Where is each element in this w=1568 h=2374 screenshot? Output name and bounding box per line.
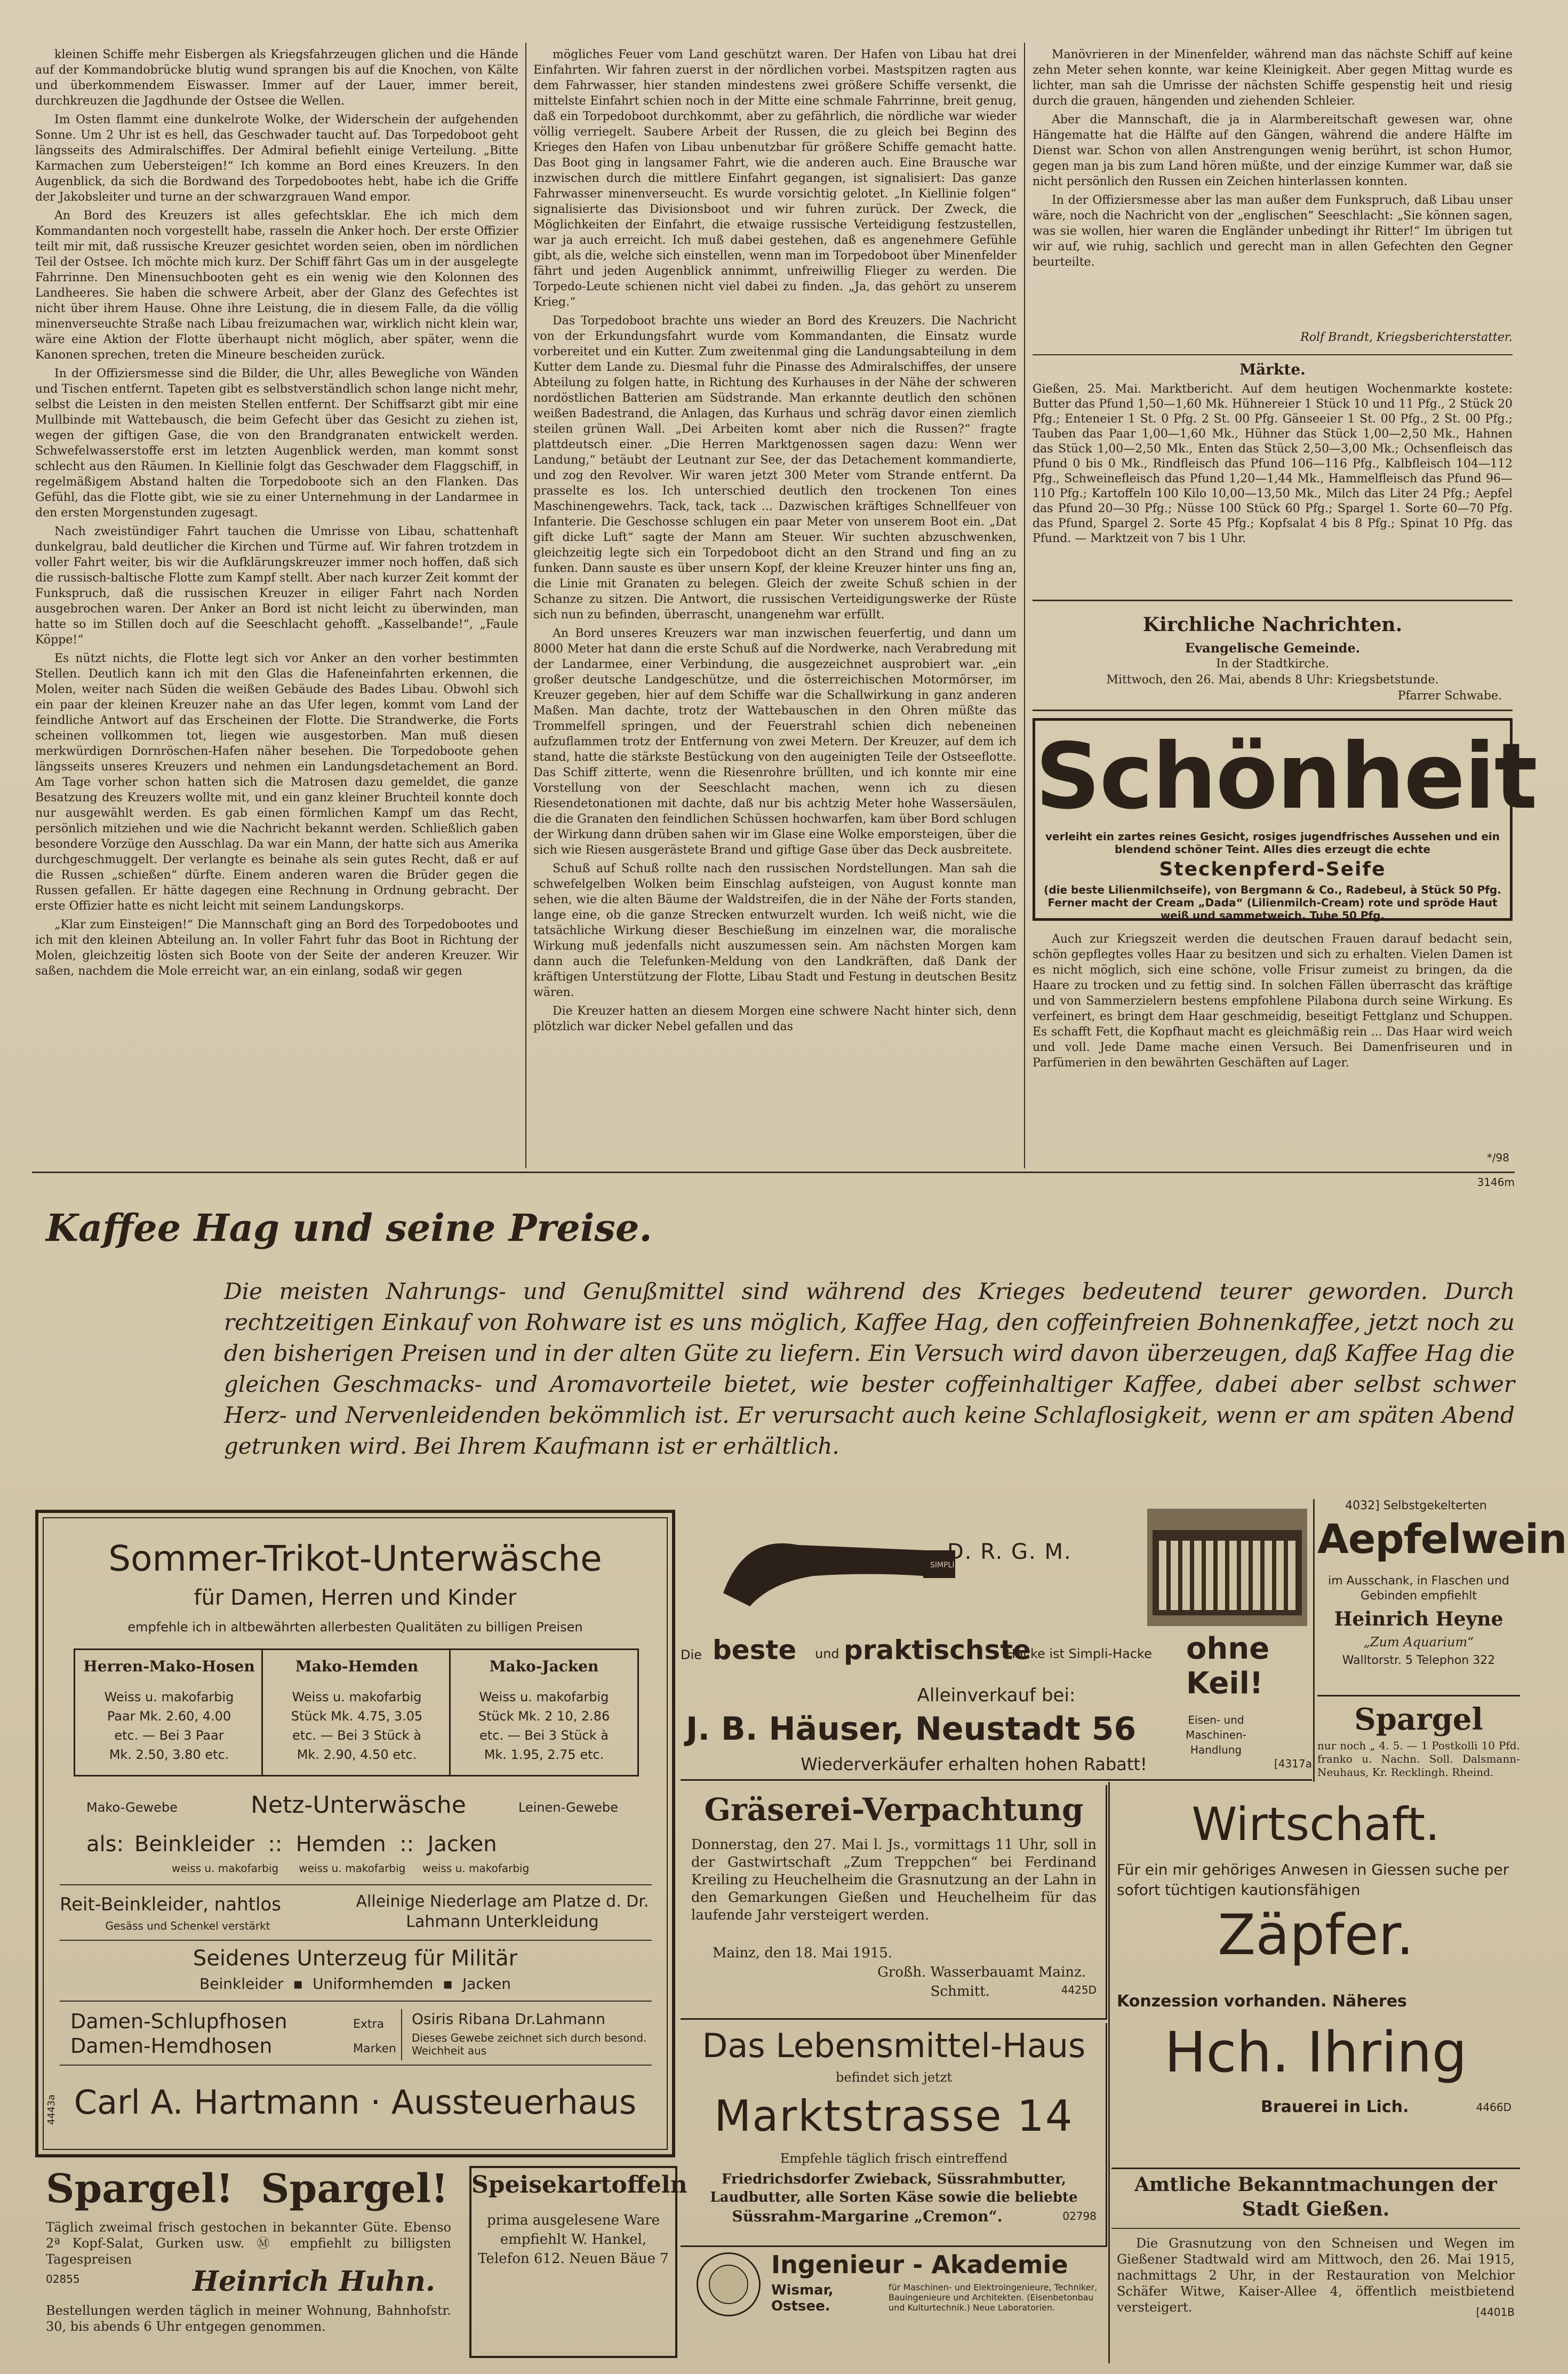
article-paragraph: kleinen Schiffe mehr Eisbergen als Kriegsfahrzeugen glichen und die Hände auf der Kommandobrücke blutig wund sprangen bis auf die Knochen, von Kälte und überkommendem Eiswasser. Immer auf der Lauer, immer bereit, durchkreuzen die Jagdhunde der Ostsee die Wellen. <box>35 48 518 108</box>
page-divider <box>32 1172 1515 1173</box>
article-column-1 <box>35 47 518 1167</box>
speisekartoffeln-text: prima ausgelesene Ware empfiehlt W. Hankel, Telefon 612. Neuen Bäue 7 <box>478 2212 669 2267</box>
damen-item: Damen-Schlupfhosen <box>70 2010 287 2033</box>
trikot-price-box <box>451 1650 637 1775</box>
hoe-icon <box>713 1513 963 1620</box>
akademie-seal-inner <box>709 2265 748 2304</box>
trikot-price-line: Mk. 2.50, 3.80 etc. <box>109 1747 229 1762</box>
ad-code: 02798 <box>1062 2210 1097 2222</box>
ad-divider <box>60 1884 652 1885</box>
kaffee-hag-title: Kaffee Hag und seine Preise. <box>46 1206 652 1250</box>
article-paragraph: Aber die Mannschaft, die ja in Alarmbereitschaft gewesen war, ohne Hängematte hat die Hälfte auf den Gängen, während die andere Hälfte im Dienst war. Schon von allen Anstrengungen wenig berührt, ist schon Humor, gegen man ja bis zum Land hören müßte, und der einzige Kummer war, daß sie nicht persönlich den Russen ein Zeichen hinterlassen konnten. <box>1033 113 1513 188</box>
seiden-title: Seidenes Unterzeug für Militär <box>193 1946 518 1971</box>
trikot-price-body <box>263 1687 451 1764</box>
column-divider <box>1024 43 1025 1168</box>
simpli-hacke: Hacke ist Simpli-Hacke <box>1006 1646 1152 1661</box>
simpli-die: Die <box>681 1647 702 1662</box>
speisekartoffeln-title: Speisekartoffeln <box>471 2171 687 2198</box>
trikot-price-line: Weiss u. makofarbig <box>479 1690 609 1704</box>
lebensmittel-addr: Marktstrasse 14 <box>714 2091 1074 2141</box>
netz-sub: weiss u. makofarbig weiss u. makofarbig weiss u. makofarbig <box>172 1862 530 1875</box>
article-column-3 <box>1033 47 1513 346</box>
author-signature: Rolf Brandt, Kriegsberichterstatter. <box>1300 331 1513 344</box>
lebensmittel-marg: Süssrahm-Margarine „Cremon“. <box>732 2208 1003 2225</box>
kaffee-hag-text: Die meisten Nahrungs- und Genußmittel sind während des Krieges bedeutend teurer geworden. Durch rechtzeitigen Einkauf von Rohware ist es uns möglich, Kaffee Hag, den coffeinfreien Bohnenkaffee, jetzt noch zu den bisherigen Preisen und in der alten Güte zu liefern. Ein Versuch wird davon überzeugen, daß Kaffee Hag die gleichen Geschmacks- und Aromavorteile bietet, wie bester coffeinhaltiger Kaffee, dabei aber selbst schwer Herz- und Nervenleidenden bekömmlich ist. Er verursacht auch keine Schlaflosigkeit, wenn er am späten Abend getrunken wird. Bei Ihrem Kaufmann ist er erhältlich. <box>224 1278 1515 1459</box>
maerkte-heading: Märkte. <box>1239 361 1306 378</box>
simpli-allein: Alleinverkauf bei: <box>917 1685 1076 1706</box>
ad-photo <box>1147 1509 1307 1626</box>
trikot-price-line: Weiss u. makofarbig <box>104 1690 234 1704</box>
section-divider <box>1111 2228 1520 2229</box>
netz-als: als: <box>86 1832 124 1857</box>
trikot-price-line: Weiss u. makofarbig <box>292 1690 422 1704</box>
trikot-price-body <box>75 1687 263 1764</box>
spargel-small-ad <box>1317 1702 1520 1782</box>
netz-title: Netz-Unterwäsche <box>251 1791 466 1819</box>
trikot-price-body <box>451 1687 637 1764</box>
trikot-price-head: Mako-Jacken <box>489 1658 599 1675</box>
trikot-price-line: Mk. 2.90, 4.50 etc. <box>297 1747 417 1762</box>
trikot-price-box <box>75 1650 263 1775</box>
reit-title: Reit-Beinkleider, nahtlos <box>60 1894 281 1915</box>
ad-code: 4425D <box>1061 1983 1097 1996</box>
schoenheit-ad <box>1033 718 1537 922</box>
amtliche-heading: Amtliche Bekanntmachungen der Stadt Gießen. <box>1134 2173 1497 2220</box>
trikot-price-line: etc. — Bei 3 Stück à <box>479 1728 609 1743</box>
article-paragraph: In der Offiziersmesse sind die Bilder, die Uhr, alles Bewegliche von Wänden und Tischen entfernt. Tapeten gibt es selbstverständlich schon lange nicht mehr, selbst die Leisten in den meisten Stellen entfernt. Der Schiffsarzt gibt mir eine Mullbinde mit Wattebausch, die beim Gefecht über das Gesicht zu ziehen ist, wegen der giftigen Gase, die von den Brandgranaten entwickelt werden. Schwefelwasserstoffe erst im letzten Augenblick werden, man kommt sonst schlecht aus den Räumen. In Kiellinie folgt das Geschwader dem Flaggschiff, in regelmäßigem Abstand halten die Torpedoboote sich an den Flanken. Das Gefühl, das die Flotte gibt, wie sie zu einer Unternehmung in der Landarmee in den ersten Morgenstunden zugesagt. <box>35 367 518 520</box>
lebensmittel-items: Friedrichsdorfer Zwieback, Süssrahmbutter, Laudbutter, alle Sorten Käse sowie die beliebte <box>710 2171 1078 2205</box>
aepfelwein-title: Aepfelwein <box>1317 1515 1567 1563</box>
graeserei-text: Donnerstag, den 27. Mai l. Js., vormittags 11 Uhr, soll in der Gastwirtschaft „Zum Treppchen“ bei Ferdinand Kreiling zu Heuchelheim die Grasnutzung an der Lahn in den Gemarkungen Gießen und Heuchelheim für das laufende Jahr versteigert werden. <box>691 1837 1097 1923</box>
trikot-price-grid <box>74 1648 639 1776</box>
kirchliche-line: In der Stadtkirche. <box>1216 657 1329 671</box>
kirchliche-line: Pfarrer Schwabe. <box>1397 689 1502 703</box>
kirchliche-line: Evangelische Gemeinde. <box>1185 640 1361 656</box>
wirtschaft-name: Hch. Ihring <box>1164 2020 1467 2085</box>
trikot-price-head: Herren-Mako-Hosen <box>83 1658 255 1675</box>
graeserei-date: Mainz, den 18. Mai 1915. <box>713 1945 893 1961</box>
simpli-brand: SIMPLI <box>930 1561 955 1570</box>
article-paragraph: Nach zweistündiger Fahrt tauchen die Umrisse von Libau, schattenhaft dunkelgrau, bald deutlicher die Kirchen und Türme auf. Wir fahren trotzdem in voller Fahrt weiter, bis wir die Aufklärungskreuzer immer noch hoffen, daß sich die russisch-baltische Flotte zum Kampf stellt. Aber nach kurzer Zeit kommt der Funkspruch, daß die russischen Kreuzer in eiliger Fahrt nach Norden ausgebrochen waren. Der Anker an Bord ist nicht leicht zu überwinden, man hatte so im Stillen doch auf die Seeschlacht gehofft. „Kasselbande!“, „Faule Köppe!“ <box>35 525 518 647</box>
trikot-price-line: Mk. 1.95, 2.75 etc. <box>484 1747 604 1762</box>
damen-list <box>70 2009 337 2058</box>
schoenheit-sub: verleiht ein zartes reines Gesicht, rosiges jugendfrisches Aussehen und ein blendend schöner Teint. Alles dies erzeugt die echte <box>1045 830 1500 856</box>
article-column-2 <box>533 47 1017 1167</box>
spargel-small-text: nur noch „ 4. 5. — 1 Postkolli 10 Pfd. franko u. Nachn. Soll. Dalsmann-Neuhaus, Kr. Recklingh. Rheind. <box>1317 1739 1520 1779</box>
trikot-price-line: Paar Mk. 2.60, 4.00 <box>107 1709 231 1724</box>
ad-divider <box>401 2009 402 2060</box>
article-paragraph: Das Torpedoboot brachte uns wieder an Bord des Kreuzers. Die Nachricht von der Erkundungsfahrt wurde vom Kommandanten, die Einsatz wurde vorbereitet und ein Kutter. Zum zweitenmal ging die Landungsabteilung in dem Kutter dem Lande zu. Diesmal fuhr die Pinasse des Admiralschiffes, der unsere Abteilung zu folgen hatte, in Richtung des Kurhauses in der Nähe der schweren nordöstlichen Batterien am Südstrande. Man erkannte deutlich den schönen weißen Badestrand, die Anlagen, das Kurhaus und schräg davor einen ziemlich steilen grünen Wall. „Dei Arbeiten komt aber nich die Russen?“ fragte plattdeutsch einer. „Die Herren Marktgenossen sagen dazu: Wenn wer Landung,“ betäubt der Leutnant zur See, der das Detachement kommandierte, und zog den Revolver. Wir waren jetzt 300 Meter vom Strande entfernt. Da prasselte es los. Ich unterschied deutlich den trockenen Ton eines Maschinengewehrs. Tack, tack, tack ... Dazwischen kräftiges Schnellfeuer von Infanterie. Die Geschosse schlugen ein paar Meter von unserem Boot ein. „Dat gift dicke Luft“ sagte der Mann am Steuer. Wir suchten abzuschwenken, gleichzeitig legte sich ein Torpedoboot dicht an den Strand und fing an zu funken. Dann sauste es über unsern Kopf, der kleine Kreuzer hinter uns fing an, die Linie mit Granaten zu belegen. Gleich der zweite Schuß schien in der Schanze zu sitzen. Die Antwort, die russischen Verteidigungswerke der Rüste sich nun zu befinden, überrascht, unangenehm war erfüllt. <box>533 314 1017 622</box>
osiris-sub: Dieses Gewebe zeichnet sich durch besond. Weichheit aus <box>412 2032 647 2057</box>
spargel-ad <box>35 2166 462 2358</box>
column-divider <box>525 43 526 1168</box>
simpli-praktischste: praktischste <box>844 1635 1031 1666</box>
ad-divider <box>60 1940 652 1941</box>
lebensmittel-title: Das Lebensmittel-Haus <box>702 2026 1086 2065</box>
graeserei-title: Gräserei-Verpachtung <box>704 1791 1084 1828</box>
schoenheit-title: Schönheit <box>1035 724 1537 830</box>
wirtschaft-ad <box>1111 1785 1520 2169</box>
spargel-foot: Bestellungen werden täglich in meiner Wohnung, Bahnhofstr. 30, bis abends 6 Uhr entgegen genommen. <box>46 2303 451 2334</box>
akademie-sub: für Maschinen- und Elektroingenieure, Techniker, Bauingenieure und Architekten. (Eisenbetonbau und Kulturtechnik.) Neue Laboratorien. <box>889 2282 1098 2313</box>
seiden-items: Beinkleider ▪ Uniformhemden ▪ Jacken <box>199 1975 511 1993</box>
graeserei-office: Großh. Wasserbauamt Mainz. <box>877 1964 1086 1980</box>
ad-code: 4466D <box>1476 2101 1511 2114</box>
article-paragraph: mögliches Feuer vom Land geschützt waren. Der Hafen von Libau hat drei Einfahrten. Wir fahren zuerst in der nördlichen vorbei. Mastspitzen ragten aus dem Fahrwasser, hier standen mindestens zwei größere Schiffe versenkt, die mittelste Einfahrt schien noch in der Mitte eine schmale Fahrrinne, breit genug, daß ein Torpedoboot durchkommt, aber zu gefährlich, die nördliche war wieder völlig verriegelt. Saubere Arbeit der Russen, die zu gleich bei Beginn des Krieges den Hafen von Libau unbenutzbar für größere Schiffe gemacht hatte. Das Boot ging in langsamer Fahrt, wie die anderen auch. Eine Brausche war inzwischen durch die mittlere Einfahrt gegangen, ist signalisiert: Das ganze Fahrwasser minenverseucht. Es wurde vorsichtig gelotet. „In Kiellinie folgen“ signalisierte das Divisionsboot und wir fuhren zurück. Der Zweck, die Möglichkeiten der Einfahrt, die etwaige russische Verteidigung festzustellen, war ja auch erreicht. Ich muß dabei gestehen, daß es angenehmere Gefühle gibt, als die, welche sich einstellen, wenn man im Torpedoboot über Minenfelder fährt und jeden Augenblick annimmt, unfreiwillig Flieger zu werden. Die Torpedo-Leute schienen nicht viel dabei zu finden. „Ja, das gehört zu unserem Krieg.“ <box>533 48 1017 309</box>
netz-left: Mako-Gewebe <box>86 1800 178 1815</box>
ad-code: [4317a <box>1274 1757 1312 1770</box>
hoe-photo-icon <box>1147 1509 1307 1626</box>
ad-code: 02855 <box>46 2273 80 2285</box>
article-paragraph: „Klar zum Einsteigen!“ Die Mannschaft ging an Bord des Torpedobootes und ich mit den kleinen Abteilung an. In voller Fahrt fuhr das Boot in Richtung der Molen, gleichzeitig lösten sich Boote von der Seite der anderen Kreuzer. Wir saßen, nachdem die Mole erreicht war, an ein einlang, sodaß wir gegen <box>35 918 518 978</box>
ad-code: */98 <box>1486 1151 1509 1164</box>
spargel-small-title: Spargel <box>1354 1702 1483 1737</box>
trikot-price-line: etc. — Bei 3 Paar <box>114 1728 224 1743</box>
schoenheit-sub: (die beste Lilienmilchseife), von Bergmann & Co., Radebeul, à Stück 50 Pfg. Ferner macht der Cream „Dada“ (Lilienmilch-Cream) rote und spröde Haut weiß und sammetweich. Tube 50 Pfg. <box>1044 883 1501 922</box>
wirtschaft-text: Für ein mir gehöriges Anwesen in Giessen suche per sofort tüchtigen kautionsfähigen <box>1117 1861 1509 1899</box>
simpli-wieder: Wiederverkäufer erhalten hohen Rabatt! <box>801 1754 1147 1774</box>
trikot-subtitle: für Damen, Herren und Kinder <box>194 1586 517 1610</box>
aepfelwein-addr: Walltorstr. 5 Telephon 322 <box>1342 1654 1495 1667</box>
ad-divider <box>60 2001 652 2002</box>
spargel-title: Spargel! Spargel! <box>46 2166 449 2212</box>
article-paragraph: An Bord des Kreuzers ist alles gefechtsklar. Ehe ich mich dem Kommandanten noch vorgestellt habe, rasseln die Anker hoch. Der erste Offizier teilt mir mit, daß russische Kreuzer gesichtet worden seien, oben im nördlichen Teil der Ostsee. Ich möchte mich kurz. Der Schiff fährt Gas um in der ausgelegte Fahrrinne. Den Minensuchbooten geht es ein wenig wie den Kolonnen des Landheeres. Sie haben die schwere Arbeit, aber der Glanz des Gefechtes ist nicht über ihrem Hause. Ohne ihre Leistung, die in diesem Falle, da die völlig minenverseuchte Straße nach Libau freizumachen war, wirklich nicht klein war, wäre eine Aktion der Flotte überhaupt nicht möglich, aber später, wenn die Kanonen sprechen, treten die Mineure bescheiden zurück. <box>35 209 518 362</box>
akademie-ad <box>681 2250 1107 2357</box>
reit-sub: Gesäss und Schenkel verstärkt <box>105 1919 270 1932</box>
amtliche-text: Die Grasnutzung von den Schneisen und Wegen im Gießener Stadtwald wird am Mittwoch, den 26. Mai 1915, nachmittags 2 Uhr, in der Restauration von Melchior Schäfer Witwe, Kaiser-Allee 4, öffentlich meistbietend versteigert. <box>1117 2236 1515 2315</box>
akademie-place: Wismar, Ostsee. <box>771 2282 834 2314</box>
marken-line: Marken <box>353 2042 396 2056</box>
damen-item: Damen-Hemdhosen <box>70 2034 273 2058</box>
kirchliche-heading: Kirchliche Nachrichten. <box>1142 614 1403 636</box>
maerkte-text: Gießen, 25. Mai. Marktbericht. Auf dem heutigen Wochenmarkte kostete: Butter das Pfund 1,50—1,60 Mk. Hühnereier 1 Stück 10 und 11 Pfg., 2 Stück 20 Pfg.; Enteneier 1 St. 0 Pfg. 2 St. 00 Pfg. Gänseeier 1 St. 00 Pfg., 2 St. 00 Pfg.; Tauben das Paar 1,00—1,60 Mk., Hühner das Stück 1,00—2,50 Mk., Hahnen das Stück 1,00—2,50 Mk., Enten das Stück 2,50—3,00 Mk.; Ochsenfleisch das Pfund 0 bis 0 Mk., Rindfleisch das Pfund 106—116 Pfg., Kalbfleisch 104—112 Pfg., Schweinefleisch das Pfund 1,20—1,44 Mk., Hammelfleisch das Pfund 96—110 Pfg.; Kartoffeln 100 Kilo 10,00—13,50 Mk., Milch das Liter 24 Pfg.; Aepfel das Pfund 20—30 Pfg.; Nüsse 100 Stück 60 Pfg.; Spargel 1. Sorte 60—70 Pfg. das Pfund, Spargel 2. Sorte 45 Pfg.; Kopfsalat 4 bis 8 Pfg.; Spinat 10 Pfg. das Pfund. — Marktzeit von 7 bis 1 Uhr. <box>1033 383 1513 545</box>
trikot-ad <box>35 1510 675 2157</box>
article-paragraph: Auch zur Kriegszeit werden die deutschen Frauen darauf bedacht sein, schön gepflegtes volles Haar zu besitzen und sich zu erhalten. Vielen Damen ist es nicht möglich, sich eine schöne, volle Frisur zumeist zu bringen, da die Haare zu trocken und zu fettig sind. In solchen Fällen überrascht das kräftige und von Sammerzielern bestens empfohlene Pilabona durch seine Wirkung. Es verfeinert, es bringt dem Haar geschmeidig, beseitigt Fettglanz und Schuppen. Es schafft Fett, die Kopfhaut macht es gleichmäßig rein ... Das Haar wird weich und voll. Jede Dame mache einen Versuch. Bei Damenfriseuren und in Parfümerien in den bewährten Geschäften auf Lager. <box>1033 933 1513 1070</box>
wirtschaft-zaepfer: Zäpfer. <box>1218 1902 1414 1967</box>
graeserei-ad <box>681 1785 1107 2020</box>
simpli-beste: beste <box>713 1635 797 1666</box>
ad-divider <box>1313 1499 1315 1782</box>
trikot-price-line: Stück Mk. 4.75, 3.05 <box>291 1709 423 1724</box>
trikot-price-line: etc. — Bei 3 Stück à <box>292 1728 421 1743</box>
simpli-firm: J. B. Häuser, Neustadt 56 <box>686 1710 1137 1748</box>
article-paragraph: An Bord unseres Kreuzers war man inzwischen feuerfertig, und dann um 8000 Meter hat dann die erste Schuß auf die Nordwerke, nach Verabredung mit der Landarmee, einer Verbindung, die ausgezeichnet ausprobiert war. „ein großer deutsche Landgeschütze, und die österreichischen Motormörser, im Kreuzer gegeben, hier auf dem Schiffe war die Schallwirkung in ganz anderen Maßen. Man dachte, trotz der Wattebauschen in den Ohren müßte das Trommelfell springen, und der Feuerstrahl schien dich nebeneinen aufzuflammen trotz der Entfernung von zwei Metern. Der Kreuzer, auf dem ich stand, hatte die stärkste Bestückung von den augeinigten Teile der Ostseeflotte. Das Schiff zitterte, wenn die Riesenrohre brüllten, und ich konnte mir eine Vorstellung von der Seeschlacht machen, wenn ich zu diesen Riesendetonationen mit dachte, daß nur bis achtzig Meter hohe Wassersäulen, die die Granaten den feindlichen Schüssen hochwarfen, kam über Bord schlugen der Wirkung dann drüben sahen wir im Glase eine Wolke emporsteigen, über die sich wie Riesen ausgerästete Brand und giftige Gase über das Deck ausbreitete. <box>533 627 1017 857</box>
spargel-text: Täglich zweimal frisch gestochen in bekannter Güte. Ebenso 2ª Kopf-Salat, Gurken usw. Ⓜ empfiehlt zu billigsten Tagespreisen <box>46 2220 451 2267</box>
osiris-brands: Osiris Ribana Dr.Lahmann <box>412 2010 605 2028</box>
wirtschaft-brauerei: Brauerei in Lich. <box>1261 2098 1409 2116</box>
trikot-firm: Carl A. Hartmann · Aussteuerhaus <box>74 2083 637 2122</box>
wirtschaft-konz: Konzession vorhanden. Näheres <box>1117 1992 1407 2011</box>
ad-divider <box>1108 1782 1110 2363</box>
section-divider <box>1033 354 1513 355</box>
section-divider <box>1033 710 1513 711</box>
article-paragraph: Manövrieren in der Minenfelder, während man das nächste Schiff auf keine zehn Meter sehen konnte, war keine Kleinigkeit. Aber gegen Mittag wurde es lichter, man sah die Umrisse der nächsten Schiffe gespenstig heit und riesig durch die grauen, hängenden und ziehenden Schleier. <box>1033 48 1513 108</box>
article-paragraph: Die Kreuzer hatten an diesem Morgen eine schwere Nacht hinter sich, denn plötzlich war dicker Nebel gefallen und das <box>533 1005 1017 1033</box>
lebensmittel-empf: Empfehle täglich frisch eintreffend <box>780 2151 1008 2166</box>
akademie-title: Ingenieur - Akademie <box>771 2250 1068 2279</box>
schoenheit-product: Steckenpferd-Seife <box>1159 858 1386 880</box>
article-paragraph: Im Osten flammt eine dunkelrote Wolke, der Widerschein der aufgehenden Sonne. Um 2 Uhr ist es hell, das Geschwader taucht auf. Das Torpedoboot geht längsseits des Admiralschiffes. Der Admiral befiehlt einige Verteilung. „Bitte Karmachen zum Uebersteigen!“ Ich komme an Bord eines Kreuzers. In den Augenblick, da sich die Bordwand des Torpedobootes hebt, habe ich die Griffe der Jakobsleiter und turne an der schwarzgrauen Wand empor. <box>35 113 518 204</box>
trikot-title: Sommer-Trikot-Unterwäsche <box>108 1538 602 1579</box>
netz-right: Leinen-Gewebe <box>518 1800 618 1815</box>
speisekartoffeln-ad <box>469 2166 687 2358</box>
trikot-price-head: Mako-Hemden <box>295 1658 419 1675</box>
akademie-seal-icon <box>697 2252 761 2316</box>
lebensmittel-ad <box>681 2023 1107 2247</box>
article-paragraph: Es nützt nichts, die Flotte legt sich vor Anker an den vorher bestimmten Stellen. Deutlich kann ich mit den Glas die Hafeneinfahrten erkennen, die Molen, weiter nach Süden die weißen Gebäude des Bades Libau. Obwohl sich ein paar der kleinen Kreuzer nahe an das Ufer legen, kommt vom Land der feindliche Antwort auf das Erscheinen der Flotte. Die Strandwerke, die Forts scheinen vollkommen tot, liegen wie ausgestorben. Man muß diesen merkwürdigen Dornröschen-Hafen näher besehen. Die Torpedoboote gehen längsseits unseres Kreuzers und nehmen ein Landungsdetachement an Bord. Am Tage vorher schon hatten sich die Matrosen dazu gemeldet, die ganze Besatzung des Kreuzers wollte mit, und ein ganz kleiner Bruchteil konnte doch nur ausgewählt werden. Es gab einen förmlichen Kampf um das Recht, persönlich mitziehen und wie die Nachricht bekannt werden. Schließlich gaben besondere Vorzüge den Ausschlag. Da war ein Mann, der hatte sich aus Amerika durchgeschmuggelt. Der verlangte es beinahe als sein gutes Recht, daß er auf die Russen „schießen“ dürfte. Einem anderen waren die Brüder gegen die Russen gefallen. Er hätte dagegen eine Rechnung in Ordnung gebracht. Der erste Offizier hatte es nicht leicht mit seinem Landungskorps. <box>35 652 518 913</box>
marken-label <box>353 2012 396 2061</box>
hair-care-text <box>1033 931 1513 1166</box>
ad-code: 4443a <box>46 2094 57 2125</box>
spargel-name: Heinrich Huhn. <box>192 2265 435 2298</box>
article-paragraph: Schuß auf Schuß rollte nach den russischen Nordstellungen. Man sah die schwefelgelben Wolken beim Einschlag aufsteigen, von August konnte man sehen, wie die alten Bäume der Waldstreifen, die in der Nähe der Forts standen, lange eine, ob die ganze Strecken entwurzelt wurden. Ich weiß nicht, wie die tatsächliche Wirkung dieser Beschießung im einzelnen war, die moralische Wirkung muß jedenfalls nicht auszumessen sein. Am nächsten Morgen kam dann auch die Telefunken-Meldung von den Landkräften, daß Dank der kräftigen Unterstützung der Flotte, Libau Stadt und Festung in deutschen Besitz wären. <box>533 862 1017 999</box>
kirchliche-line: Mittwoch, den 26. Mai, abends 8 Uhr: Kriegsbetstunde. <box>1106 673 1439 687</box>
simpli-ohne-keil: ohne Keil! <box>1186 1631 1270 1701</box>
ad-divider <box>60 2065 652 2066</box>
trikot-tagline: empfehle ich in altbewährten allerbesten Qualitäten zu billigen Preisen <box>127 1620 583 1635</box>
graeserei-signer: Schmitt. <box>930 1983 990 1999</box>
simpli-ad <box>681 1503 1312 1781</box>
aepfelwein-top: 4032] Selbstgekelterten <box>1345 1499 1487 1512</box>
aepfelwein-place: „Zum Aquarium“ <box>1363 1635 1474 1650</box>
trikot-price-line: Stück Mk. 2 10, 2.86 <box>478 1709 610 1724</box>
amtliche-ad <box>1111 2172 1520 2359</box>
article-paragraph: In der Offiziersmesse aber las man außer dem Funkspruch, daß Libau unser wäre, noch die Nachricht von der „englischen“ Seeschlacht: „Sie können sagen, was sie wollen, hier waren die Engländer unbedingt ihr Ritter!“ Im übrigen tut wir auf, wie ruhig, sachlich und gerecht man in allen Gefechten den Gegner beurteilte. <box>1033 194 1513 269</box>
aepfelwein-sub: im Ausschank, in Flaschen und Gebinden empfiehlt <box>1328 1574 1509 1603</box>
alleinige-niederlage: Alleinige Niederlage am Platze d. Dr. Lahmann Unterkleidung <box>356 1892 649 1931</box>
trikot-price-box <box>263 1650 451 1775</box>
simpli-und: und <box>815 1646 839 1661</box>
drgm-label: D. R. G. M. <box>947 1540 1072 1564</box>
netz-items: Beinkleider :: Hemden :: Jacken <box>134 1832 497 1857</box>
section-divider <box>1033 600 1513 601</box>
marken-line: Extra <box>353 2018 385 2031</box>
aepfelwein-name: Heinrich Heyne <box>1334 1608 1503 1630</box>
aepfelwein-ad <box>1317 1499 1567 1696</box>
wirtschaft-title: Wirtschaft. <box>1191 1798 1440 1851</box>
ad-code: [4401B <box>1476 2306 1515 2319</box>
ad-code: 3146m <box>1477 1176 1515 1189</box>
lebensmittel-sub: befindet sich jetzt <box>836 2070 952 2085</box>
simpli-firm-right: Eisen- und Maschinen-Handlung <box>1185 1714 1247 1756</box>
